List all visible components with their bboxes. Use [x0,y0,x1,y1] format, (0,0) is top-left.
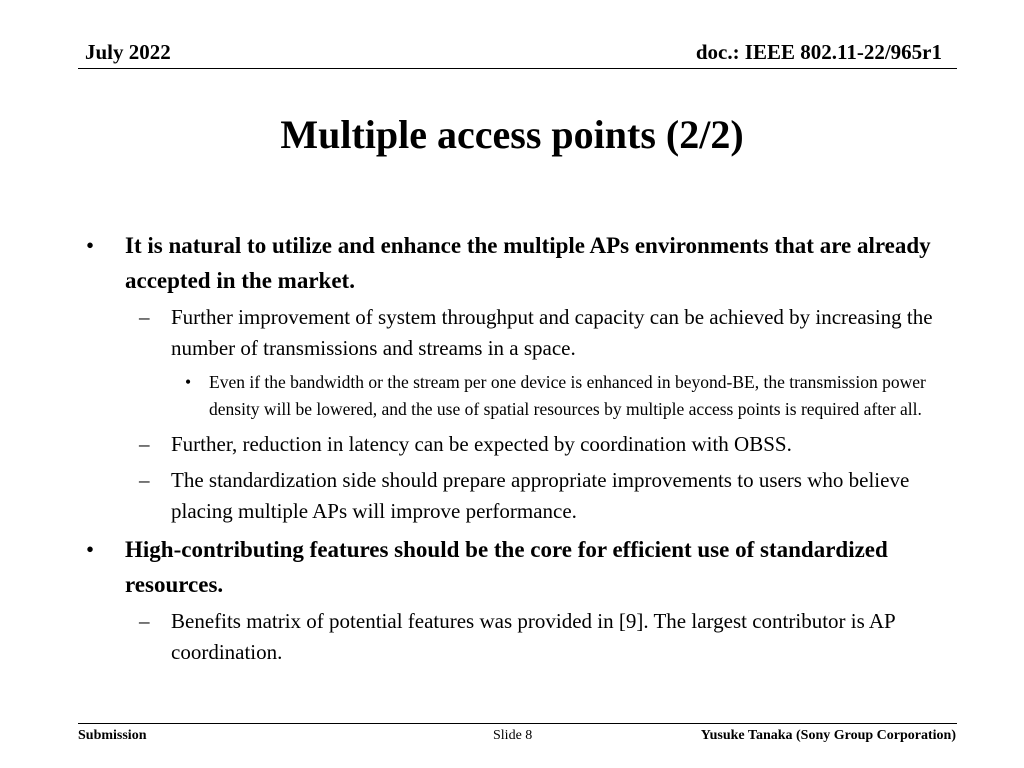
bullet-item [84,532,954,602]
dash-marker: – [139,305,150,329]
sub-sub-bullet-text: Even if the bandwidth or the stream per one device is enhanced in beyond-BE, the transmission power density will be lowered, and the use of spatial resources by multiple access points is required after all. [209,372,926,419]
sub-bullet-item [139,302,954,364]
bullet-text: High-contributing features should be the core for efficient use of standardized resources. [125,537,888,597]
bullet-marker: • [185,372,192,392]
footer-divider [78,723,957,724]
bullet-marker: • [86,537,95,562]
dash-marker: – [139,468,150,492]
sub-bullet-text: Further, reduction in latency can be expected by coordination with OBSS. [171,432,792,456]
header-doc-id: doc.: IEEE 802.11-22/965r1 [695,40,942,64]
footer-submission: Submission [78,728,147,743]
bullet-marker: • [86,233,95,258]
sub-bullet-text: The standardization side should prepare appropriate improvements to users who believe placing multiple APs will improve performance. [171,468,910,523]
dash-marker: – [139,432,150,456]
sub-bullet-text: Benefits matrix of potential features was provided in [9]. The largest contributor is AP coordination. [171,609,895,664]
sub-bullet-item [139,429,954,460]
header-divider [78,68,957,69]
footer-author: Yusuke Tanaka (Sony Group Corporation) [700,728,956,743]
bullet-item [84,228,954,298]
sub-bullet-item [139,606,954,668]
sub-bullet-text: Further improvement of system throughput and capacity can be achieved by increasing the number of transmissions and streams in a space. [171,305,933,360]
footer-slide-number: Slide 8 [493,728,533,743]
bullet-text: It is natural to utilize and enhance the multiple APs environments that are already accepted in the market. [125,233,931,293]
slide-title: Multiple access points (2/2) [280,112,744,157]
sub-bullet-item [139,465,954,527]
sub-sub-bullet-item [185,369,954,423]
header-date: July 2022 [85,40,171,64]
slide-content [84,228,954,673]
dash-marker: – [139,609,150,633]
